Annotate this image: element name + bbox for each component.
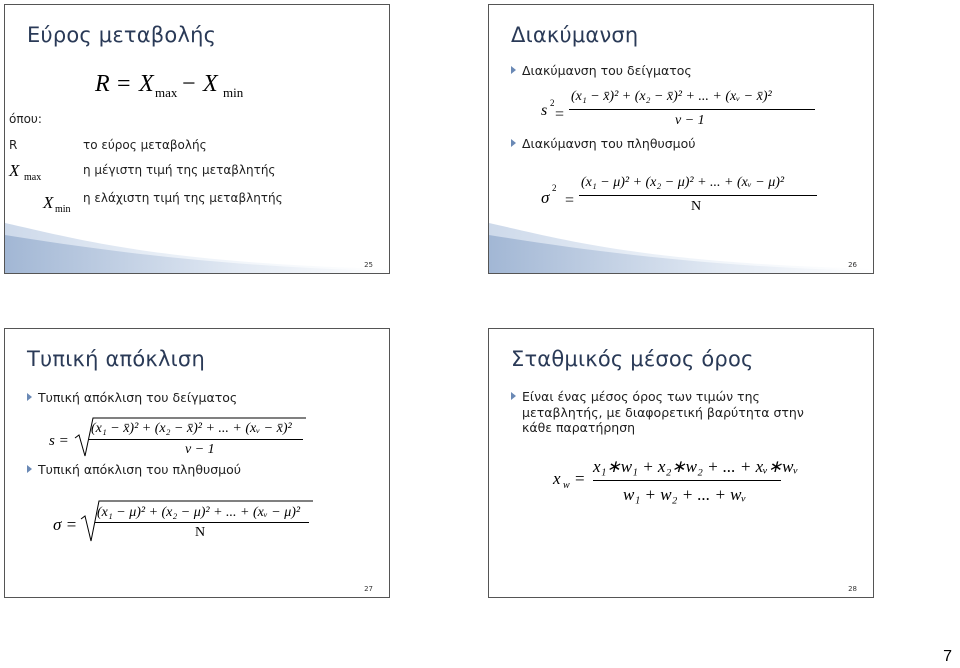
bullet-arrow-icon (511, 66, 516, 74)
slide-28[interactable] (488, 328, 874, 598)
document-page-number: 7 (943, 648, 952, 665)
formula-numerator: (x₁ − x̄)² + (x₂ − x̄)² + ... + (xᵥ − x̄)² (571, 89, 772, 104)
bullet-item (511, 63, 692, 79)
bullet-text: Τυπική απόκλιση του πληθυσμού (38, 462, 241, 477)
fraction-bar (569, 109, 815, 110)
def-text: το εύρος μεταβολής (83, 138, 207, 152)
bullet-arrow-icon (511, 392, 516, 400)
def-text: η ελάχιστη τιμή της μεταβλητής (83, 191, 283, 205)
slide-title: Εύρος μεταβολής (27, 23, 217, 47)
bullet-item (511, 389, 804, 436)
formula-a-sub: max (155, 85, 178, 100)
def-symbol: R (9, 138, 18, 152)
bullet-text: Διακύμανση του πληθυσμού (522, 136, 696, 151)
slide-number: 28 (848, 585, 857, 593)
formula-lhs: R (95, 71, 110, 97)
slide-26[interactable] (488, 4, 874, 274)
def-symbol: X (9, 161, 20, 180)
def-symbol-sub: max (24, 172, 42, 183)
formula-lhs-sub: w (563, 480, 570, 491)
bullet-item (511, 136, 695, 152)
fraction-bar (593, 480, 781, 481)
fraction-bar (579, 195, 817, 196)
formula-denominator: N (195, 525, 206, 540)
bullet-text: Διακύμανση του δείγματος (522, 63, 692, 78)
slide-25[interactable] (4, 4, 390, 274)
formula-eq: = (117, 71, 131, 97)
bullet-text: κάθε παρατήρηση (522, 420, 636, 435)
formula-numerator: (x₁ − μ)² + (x₂ − μ)² + ... + (xᵥ − μ)² (97, 505, 301, 520)
formula-numerator: (x₁ − x̄)² + (x₂ − x̄)² + ... + (xᵥ − x̄)² (91, 421, 292, 436)
slide-27[interactable] (4, 328, 390, 598)
formula-denominator: N (691, 199, 702, 214)
def-text: η μέγιστη τιμή της μεταβλητής (83, 163, 276, 177)
bullet-text: Τυπική απόκλιση του δείγματος (38, 390, 238, 405)
radical-sign (5, 329, 390, 598)
formula-lhs: s (541, 102, 548, 119)
bullet-text: Είναι ένας μέσος όρος των τιμών της (522, 389, 760, 404)
formula-exponent: 2 (552, 183, 557, 193)
slide-title: Σταθμικός μέσος όρος (511, 347, 754, 371)
formula-eq: = (555, 106, 565, 123)
formula-lhs: σ = (53, 515, 78, 534)
fraction-bar (95, 522, 309, 523)
slide-number: 25 (364, 261, 373, 269)
slide-number: 26 (848, 261, 857, 269)
formula-lhs: x (553, 469, 561, 488)
def-symbol: X (43, 193, 54, 212)
formula-a: X (139, 71, 154, 97)
slide-title: Τυπική απόκλιση (27, 347, 205, 371)
formula-eq: = (565, 192, 575, 209)
slide-title: Διακύμανση (511, 23, 639, 47)
formula-eq: = (575, 469, 585, 488)
bullet-text: μεταβλητής, με διαφορετική βαρύτητα στην (522, 404, 804, 420)
formula-b: X (203, 71, 218, 97)
formula-denominator: ν − 1 (185, 442, 215, 457)
decorative-wave (489, 223, 874, 273)
decorative-wave (5, 223, 390, 273)
formula-numerator: (x₁ − μ)² + (x₂ − μ)² + ... + (xᵥ − μ)² (581, 175, 785, 190)
formula-lhs: s = (49, 433, 69, 449)
formula-lhs: σ (541, 188, 550, 207)
formula-denominator: w₁ + w₂ + ... + wᵥ (623, 485, 747, 504)
formula-minus: − (182, 71, 196, 97)
formula-b-sub: min (223, 85, 244, 100)
formula-denominator: ν − 1 (675, 113, 705, 128)
formula-exponent: 2 (550, 98, 555, 108)
bullet-arrow-icon (511, 139, 516, 147)
def-symbol-sub: min (55, 204, 71, 215)
where-label: όπου: (9, 112, 42, 126)
formula-numerator: x₁∗w₁ + x₂∗w₂ + ... + xᵥ∗wᵥ (593, 457, 799, 476)
slide-number: 27 (364, 585, 373, 593)
